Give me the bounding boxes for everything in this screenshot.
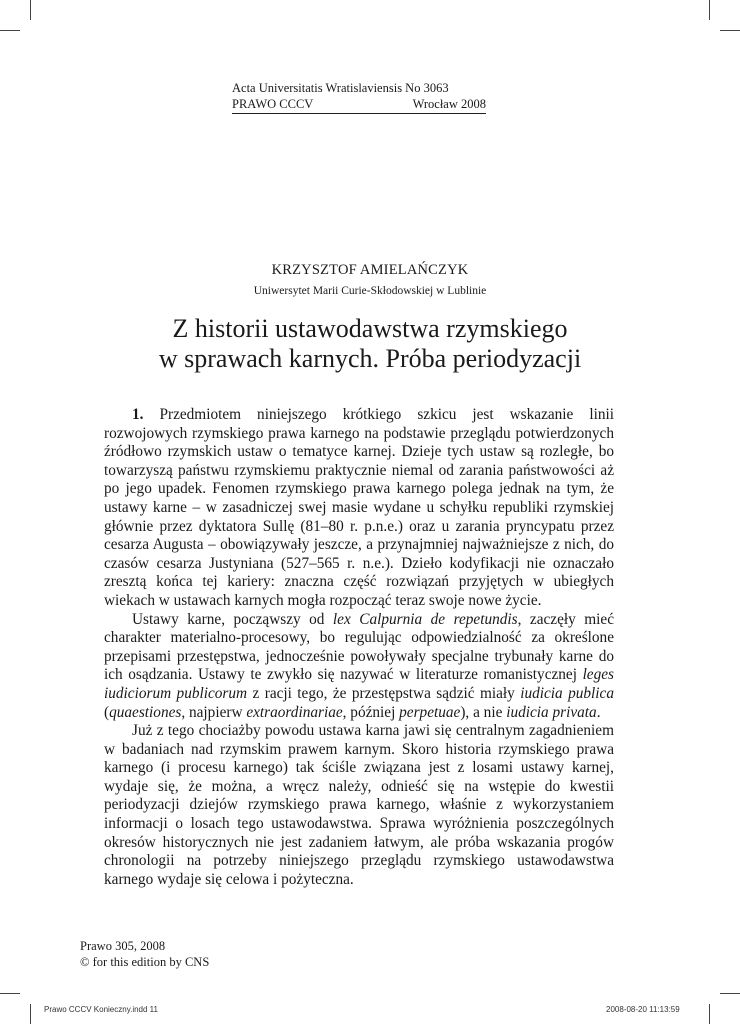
italic-term: perpetuae: [399, 703, 461, 721]
title-line-1: Z historii ustawodawstwa rzymskiego: [172, 314, 568, 343]
text-run: , zaczęły mieć charakter materialno-procesowy, bo regulując odpowiedzialność za określone przepisami przestępstwa, jednocześnie powoływały specjalne trybunały karne do ich osądzania. Ustawy te zwykło się nazywać w literaturze romanistycznej: [104, 610, 614, 684]
series-name: PRAWO CCCV: [232, 97, 314, 111]
place-year: Wrocław 2008: [412, 97, 486, 111]
article-body: [104, 406, 614, 889]
paragraph-1: [104, 406, 614, 611]
footnote: [80, 938, 209, 970]
series-line: [232, 96, 486, 112]
article-title: [0, 314, 740, 374]
slug-timestamp: 2008-08-20 11:13:59: [606, 1005, 680, 1014]
header-rule: [232, 113, 486, 114]
crop-mark: [709, 1004, 710, 1024]
slug-filename: Prawo CCCV Konieczny.indd 11: [44, 1005, 158, 1014]
italic-term: leges iudiciorum publicorum: [104, 666, 614, 702]
footnote-citation: Prawo 305, 2008: [80, 939, 166, 953]
crop-mark: [30, 0, 31, 20]
crop-mark: [720, 30, 740, 31]
author-name: KRZYSZTOF AMIELAŃCZYK: [271, 262, 469, 278]
crop-mark: [709, 0, 710, 20]
crop-mark: [720, 993, 740, 994]
footnote-copyright: © for this edition by CNS: [80, 955, 210, 969]
crop-mark: [0, 993, 20, 994]
text-run: Ustawy karne, począwszy od: [132, 610, 333, 628]
italic-term: lex Calpurnia de repetundis: [332, 610, 518, 628]
running-header: [232, 80, 486, 114]
text-run: z racji tego, że przestępstwa sądzić miały: [247, 684, 521, 702]
title-line-2: w sprawach karnych. Próba periodyzacji: [158, 344, 582, 373]
section-number: 1.: [132, 406, 144, 423]
author-affiliation: Uniwersytet Marii Curie-Skłodowskiej w Lublinie: [253, 285, 487, 297]
journal-line: [232, 80, 486, 96]
paragraph-3: Już z tego chociażby powodu ustawa karna jawi się centralnym zagadnieniem w badaniach nad rzymskim prawem karnym. Skoro historia rzymskiego prawa karnego (i procesu karnego) tak ściśle związana jest z losami ustawy karnej, wydaje się, że można, a wręcz należy, odnieść się na wstępie do kwestii periodyzacji dziejów rzymskiego prawa karnego, właśnie z wykorzystaniem informacji o losach tego ustawodawstwa. Sprawa wyróżnienia poszczególnych okresów historycznych nie jest zadaniem łatwym, ale próba wskazania progów chronologii na potrzeby niniejszego przeglądu rzymskiego ustawodawstwa karnego wydaje się celowa i pożyteczna.: [104, 722, 614, 888]
paragraph-2: [104, 611, 614, 723]
journal-name: Acta Universitatis Wratislaviensis No 3063: [232, 81, 449, 95]
text-run: ), a nie: [460, 703, 507, 721]
text-run: , później: [342, 703, 400, 721]
crop-mark: [0, 30, 20, 31]
italic-term: extraordinariae: [246, 703, 343, 721]
text-run: .: [596, 703, 601, 721]
text-run: (: [104, 703, 110, 721]
text-run: , najpierw: [181, 703, 247, 721]
italic-term: quaestiones: [109, 703, 182, 721]
crop-mark: [30, 1004, 31, 1024]
paragraph-1-text: Przedmiotem niniejszego krótkiego szkicu jest wskazanie linii rozwojowych rzymskiego prawa karnego na podstawie przeglądu potwierdzonych źródłowo rzymskich ustaw o tematyce karnej. Dzieje tych ustaw są rozległe, bo towarzyszą państwu rzymskiemu praktycznie niemal od zarania państwowości aż po jego upadek. Fenomen rzymskiego prawa karnego polega jednak na tym, że ustawy karne – w zasadniczej swej masie wydane u schyłku republiki rzymskiej głównie przez dyktatora Sullę (81–80 r. p.n.e.) oraz u zarania pryncypatu przez cesarza Augusta – obowiązywały jeszcze, a przynajmniej najważniejsze z nich, do czasów cesarza Justyniana (527–565 r. n.e.). Dzieło kodyfikacji nie oznaczało zresztą końca tej kariery: znaczna część rozwiązań przyjętych w ubiegłych wiekach w ustawach karnych mogła rozpocząć teraz swoje nowe życie.: [104, 406, 614, 609]
italic-term: iudicia privata: [506, 703, 597, 721]
italic-term: iudicia publica: [520, 684, 614, 702]
